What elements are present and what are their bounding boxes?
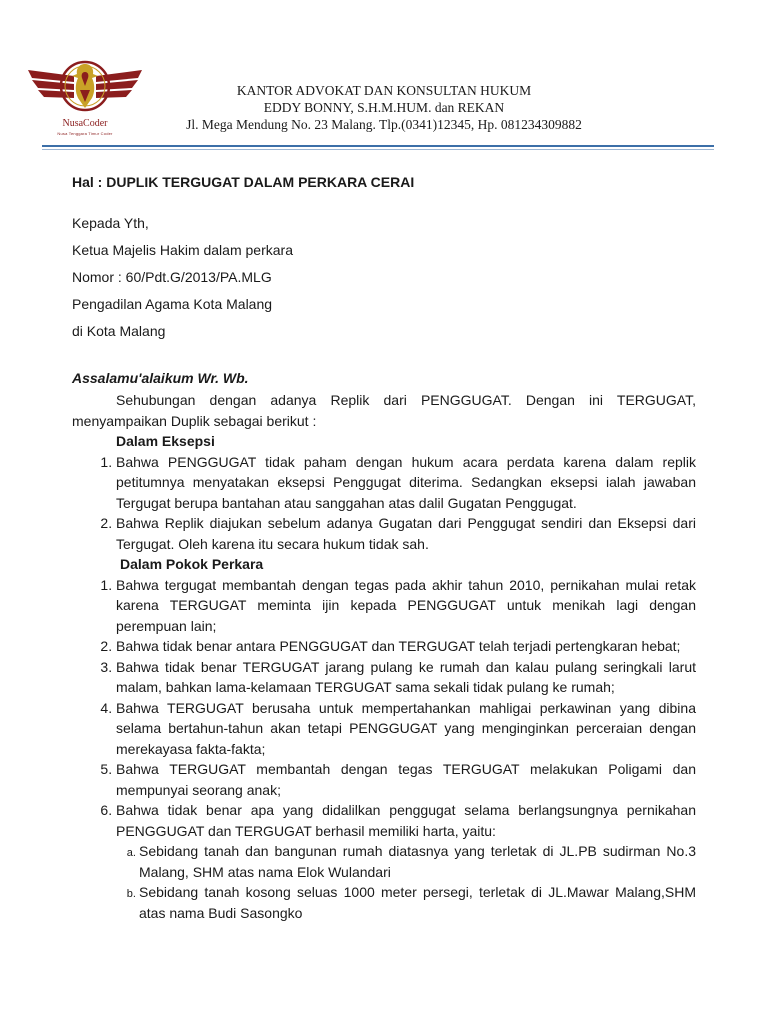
logo-name: NusaCoder [62, 118, 108, 129]
logo [24, 52, 146, 148]
subject-line: Hal : DUPLIK TERGUGAT DALAM PERKARA CERAI [72, 174, 415, 190]
letterhead-rule [42, 145, 714, 147]
address-line: di Kota Malang [72, 323, 166, 339]
sub-list-item: b. Sebidang tanah kosong seluas 1000 meter persegi, terletak di JL.Mawar Malang,SHM atas nama Budi Sasongko [139, 882, 696, 923]
list-item: 2. Bahwa tidak benar antara PENGGUGAT dan TERGUGAT telah terjadi pertengkaran hebat; [116, 636, 696, 657]
section-title-eksepsi: Dalam Eksepsi [116, 433, 215, 449]
address-line: Ketua Majelis Hakim dalam perkara [72, 242, 293, 258]
list-item: 4. Bahwa TERGUGAT berusaha untuk mempertahankan mahligai perkawinan yang dibina selama bertahun-tahun akan tetapi PENGGUGAT yang menginginkan perceraian dengan merekayasa fakta-fakta; [116, 698, 696, 760]
list-item: 5. Bahwa TERGUGAT membantah dengan tegas TERGUGAT melakukan Poligami dan mempunyai seorang anak; [116, 759, 696, 800]
lawyer-names: EDDY BONNY, S.H.M.HUM. dan REKAN [263, 100, 505, 115]
intro-paragraph: Sehubungan dengan adanya Replik dari PENGGUGAT. Dengan ini TERGUGAT, menyampaikan Duplik sebagai berikut : [72, 392, 696, 429]
letterhead [150, 82, 618, 133]
list-item-text: Bahwa tidak benar apa yang didalilkan penggugat selama berlangsungnya pernikahan PENGGUGAT dan TERGUGAT berhasil memiliki harta, yaitu: [116, 802, 696, 839]
office-name: KANTOR ADVOKAT DAN KONSULTAN HUKUM [236, 83, 532, 98]
section-title-pokok-perkara: Dalam Pokok Perkara [120, 556, 264, 572]
list-item: 1. Bahwa tergugat membantah dengan tegas pada akhir tahun 2010, pernikahan mulai retak karena TERGUGAT meminta ijin kepada PENGGUGAT untuk menikah lagi dengan perempuan lain; [116, 575, 696, 637]
list-item: 2. Bahwa Replik diajukan sebelum adanya Gugatan dari Penggugat sendiri dan Eksepsi dari Tergugat. Oleh karena itu secara hukum tidak sah. [116, 513, 696, 554]
list-item [116, 800, 696, 923]
asset-sublist [116, 841, 696, 923]
letterhead-rule-thin [42, 149, 714, 150]
greeting: Assalamu'alaikum Wr. Wb. [72, 370, 249, 386]
list-item: 1. Bahwa PENGGUGAT tidak paham dengan hukum acara perdata karena dalam replik petitumnya menyatakan eksepsi Penggugat diterima. Sedangkan eksepsi ialah jawaban Tergugat berupa bantahan atau sanggahan atas dalil Gugatan Penggugat. [116, 452, 696, 514]
recipient-address [72, 214, 293, 349]
letter-body [72, 390, 696, 923]
sub-list-item: a. Sebidang tanah dan bangunan rumah diatasnya yang terletak di JL.PB sudirman No.3 Malang, SHM atas nama Elok Wulandari [139, 841, 696, 882]
pokok-perkara-list [72, 575, 696, 924]
office-address: Jl. Mega Mendung No. 23 Malang. Tlp.(0341)12345, Hp. 081234309882 [186, 117, 582, 132]
eksepsi-list [72, 452, 696, 555]
logo-tagline: Nusa Tenggara Timur Coder [57, 131, 113, 136]
list-item: 3. Bahwa tidak benar TERGUGAT jarang pulang ke rumah dan kalau pulang seringkali larut malam, bahkan lama-kelamaan TERGUGAT sama sekali tidak pulang ke rumah; [116, 657, 696, 698]
address-line: Kepada Yth, [72, 215, 149, 231]
address-line: Pengadilan Agama Kota Malang [72, 296, 273, 312]
address-line: Nomor : 60/Pdt.G/2013/PA.MLG [72, 269, 272, 285]
